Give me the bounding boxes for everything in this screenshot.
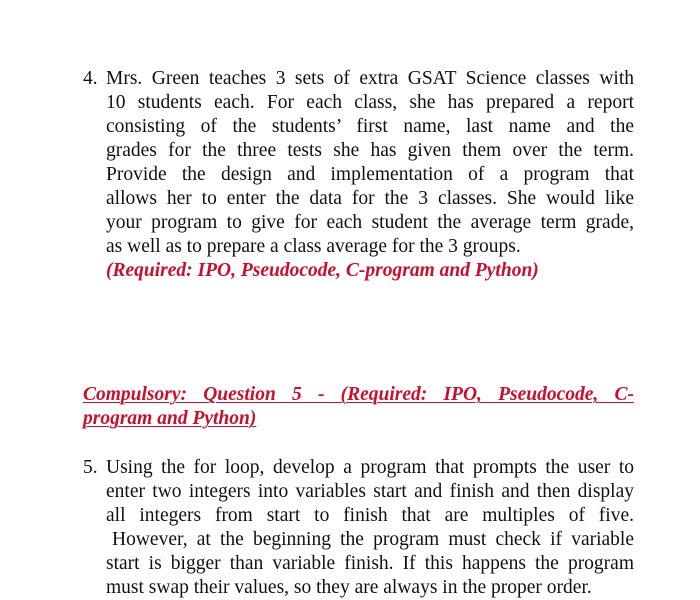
question-4-line: Provide the design and implementation of a program that: [106, 164, 634, 185]
compulsory-heading-line-1: Compulsory: Question 5 - (Required: IPO, Pseudocode, C-: [83, 384, 634, 405]
question-4-line: 10 students each. For each class, she has prepared a report: [106, 92, 634, 113]
question-4-number: 4.: [83, 68, 98, 89]
question-5-line: must swap their values, so they are always in the proper order.: [106, 577, 592, 598]
question-4-line: grades for the three tests she has given them over the term.: [106, 140, 634, 161]
question-5-line: enter two integers into variables start and finish and then display: [106, 481, 634, 502]
compulsory-heading-line-2: program and Python): [83, 408, 257, 429]
question-5-line: However, at the beginning the program must check if variable: [112, 529, 634, 550]
question-5-number: 5.: [83, 457, 98, 478]
question-4-line: as well as to prepare a class average for the 3 groups.: [106, 236, 521, 257]
question-4-line: your program to give for each student the average term grade,: [106, 212, 634, 233]
question-4-line: allows her to enter the data for the 3 classes. She would like: [106, 188, 634, 209]
question-4-line: consisting of the students’ first name, last name and the: [106, 116, 634, 137]
question-5-line: all integers from start to finish that are multiples of five.: [106, 505, 634, 526]
question-5-line: Using the for loop, develop a program that prompts the user to: [106, 457, 634, 478]
question-5-line: start is bigger than variable finish. If this happens the program: [106, 553, 634, 574]
question-4-line: Mrs. Green teaches 3 sets of extra GSAT Science classes with: [106, 68, 634, 89]
question-4-required: (Required: IPO, Pseudocode, C-program and Python): [106, 260, 539, 281]
